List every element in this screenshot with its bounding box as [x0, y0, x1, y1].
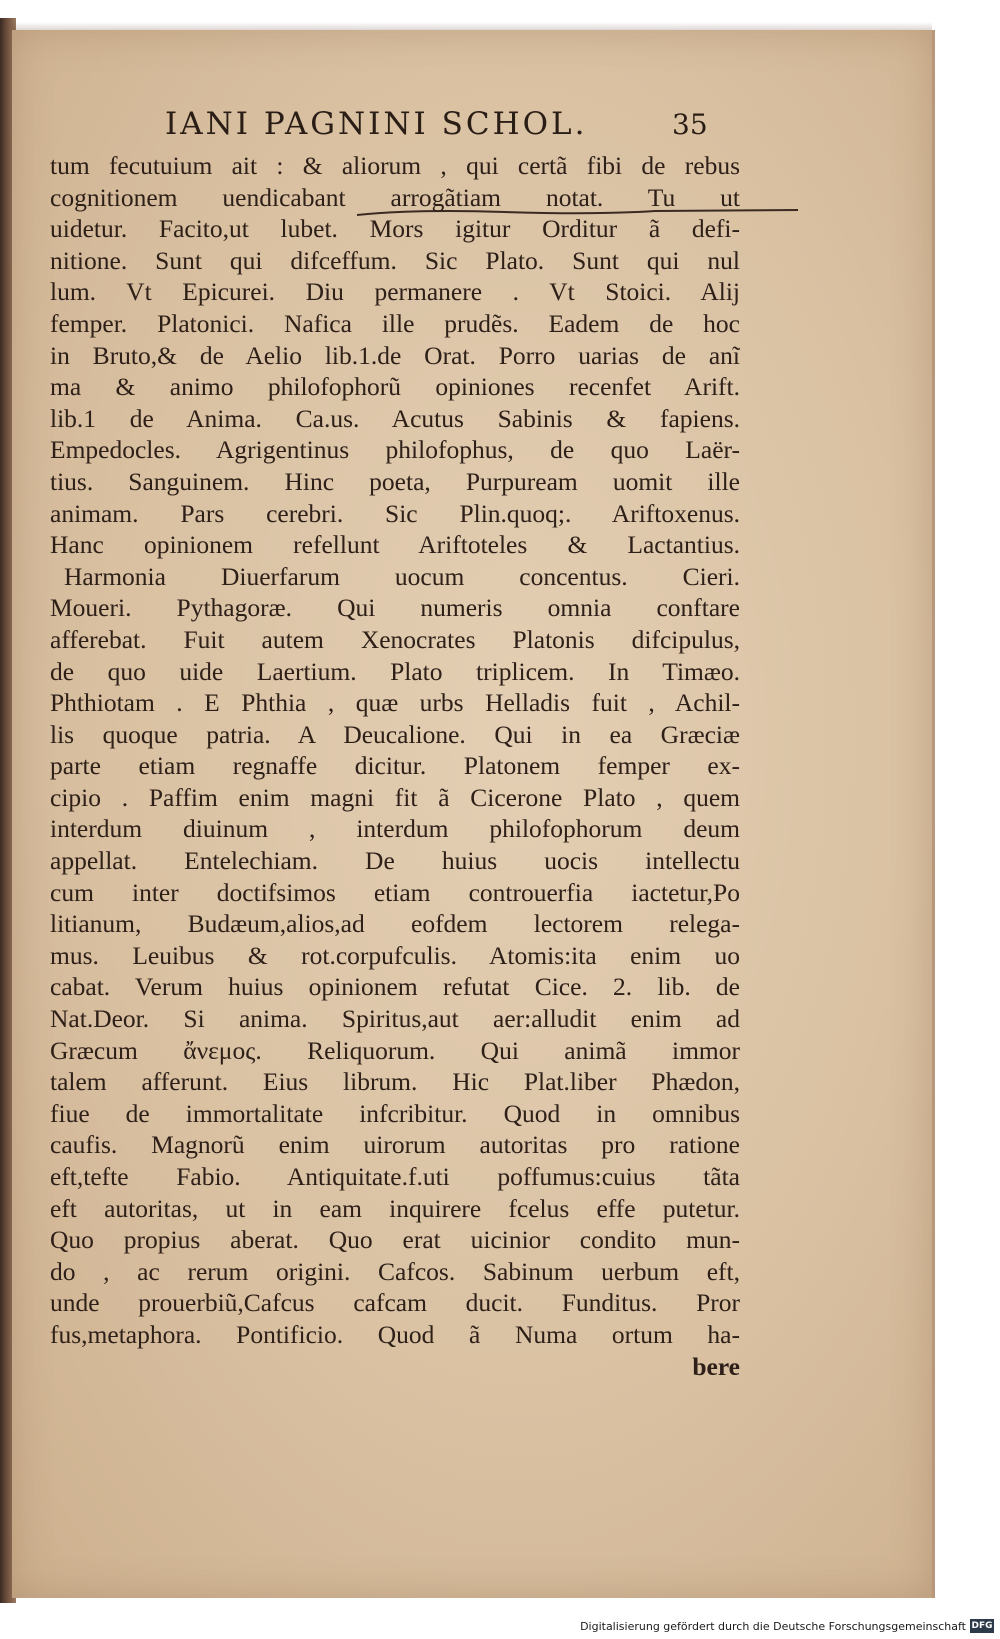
text-line: caufis. Magnorũ enim uirorum autoritas pro ratione — [50, 1130, 740, 1160]
text-line: interdum diuinum , interdum philofophorum deum — [50, 814, 740, 844]
text-line: parte etiam regnaffe dicitur. Platonem femper ex- — [50, 751, 740, 781]
text-line: cognitionem uendicabant arrogãtiam notat. Tu ut — [50, 182, 740, 212]
text-line: femper. Platonici. Nafica ille prudẽs. Eadem de hoc — [50, 308, 740, 338]
text-line: eft autoritas, ut in eam inquirere fcelus effe putetur. — [50, 1193, 740, 1223]
dfg-logo: DFG — [971, 1621, 993, 1631]
text-line: cum inter doctifsimos etiam controuerfia iactetur,Po — [50, 877, 740, 907]
text-line: Harmonia Diuerfarum uocum concentus. Cieri. — [64, 561, 740, 591]
text-line: nitione. Sunt qui difceffum. Sic Plato. Sunt qui nul — [50, 245, 740, 275]
text-line: fiue de immortalitate infcribitur. Quod in omnibus — [50, 1098, 740, 1128]
text-line: Quo propius aberat. Quo erat uicinior condito mun- — [50, 1225, 740, 1255]
text-line: uidetur. Facito,ut lubet. Mors igitur Orditur ã defi- — [50, 214, 740, 244]
text-line: lis quoque patria. A Deucalione. Qui in ea Græciæ — [50, 719, 740, 749]
text-line: animam. Pars cerebri. Sic Plin.quoq;. Ariftoxenus. — [50, 498, 740, 528]
commentary-text-block — [50, 150, 740, 1382]
text-line: fus,metaphora. Pontificio. Quod ã Numa ortum ha- — [50, 1319, 740, 1349]
page-number: 35 — [672, 108, 708, 141]
text-line: Nat.Deor. Si anima. Spiritus,aut aer:alludit enim ad — [50, 1004, 740, 1034]
text-line: mus. Leuibus & rot.corpufculis. Atomis:ita enim uo — [50, 940, 740, 970]
text-line: ma & animo philofophorũ opiniones recenfet Arift. — [50, 372, 740, 402]
running-head: IANI PAGNINI SCHOL. — [165, 106, 588, 142]
text-line: eft,tefte Fabio. Antiquitate.f.uti poffumus:cuius tãta — [50, 1162, 740, 1191]
text-line: appellat. Entelechiam. De huius uocis intellectu — [50, 846, 740, 876]
text-line: litianum, Budæum,alios,ad eofdem lectorem relega- — [50, 909, 740, 939]
text-line: Hanc opinionem refellunt Ariftoteles & Lactantius. — [50, 530, 740, 560]
text-line: cabat. Verum huius opinionem refutat Cice. 2. lib. de — [50, 972, 740, 1002]
text-line: Empedocles. Agrigentinus philofophus, de quo Laër- — [50, 435, 740, 465]
text-line: Græcum ἄνεμος. Reliquorum. Qui animã immor — [50, 1035, 740, 1065]
text-line: unde prouerbiũ,Cafcus cafcam ducit. Funditus. Pror — [50, 1288, 740, 1318]
text-line: de quo uide Laertium. Plato triplicem. In Timæo. — [50, 656, 740, 686]
text-line: tius. Sanguinem. Hinc poeta, Purpuream uomit ille — [50, 466, 740, 496]
text-line: tum fecutuium ait : & aliorum , qui certã fibi de rebus — [50, 151, 740, 180]
text-line: lum. Vt Epicurei. Diu permanere . Vt Stoici. Alij — [50, 277, 740, 307]
text-line: in Bruto,& de Aelio lib.1.de Orat. Porro uarias de anĩ — [50, 340, 740, 370]
catchword: bere — [692, 1351, 740, 1381]
text-line: Phthiotam . E Phthia , quæ urbs Helladis fuit , Achil- — [50, 688, 740, 718]
text-line: cipio . Paffim enim magni fit ã Cicerone Plato , quem — [50, 782, 740, 812]
text-line: Moueri. Pythagoræ. Qui numeris omnia conftare — [50, 593, 740, 623]
funding-credit: Digitalisierung gefördert durch die Deutsche Forschungsgemeinschaft — [580, 1620, 966, 1633]
text-line: lib.1 de Anima. Ca.us. Acutus Sabinis & fapiens. — [50, 403, 740, 433]
text-line: afferebat. Fuit autem Xenocrates Platonis difcipulus, — [50, 624, 740, 654]
text-line: talem afferunt. Eius librum. Hic Plat.liber Phædon, — [50, 1067, 740, 1097]
text-line: do , ac rerum origini. Cafcos. Sabinum uerbum eft, — [50, 1256, 740, 1286]
